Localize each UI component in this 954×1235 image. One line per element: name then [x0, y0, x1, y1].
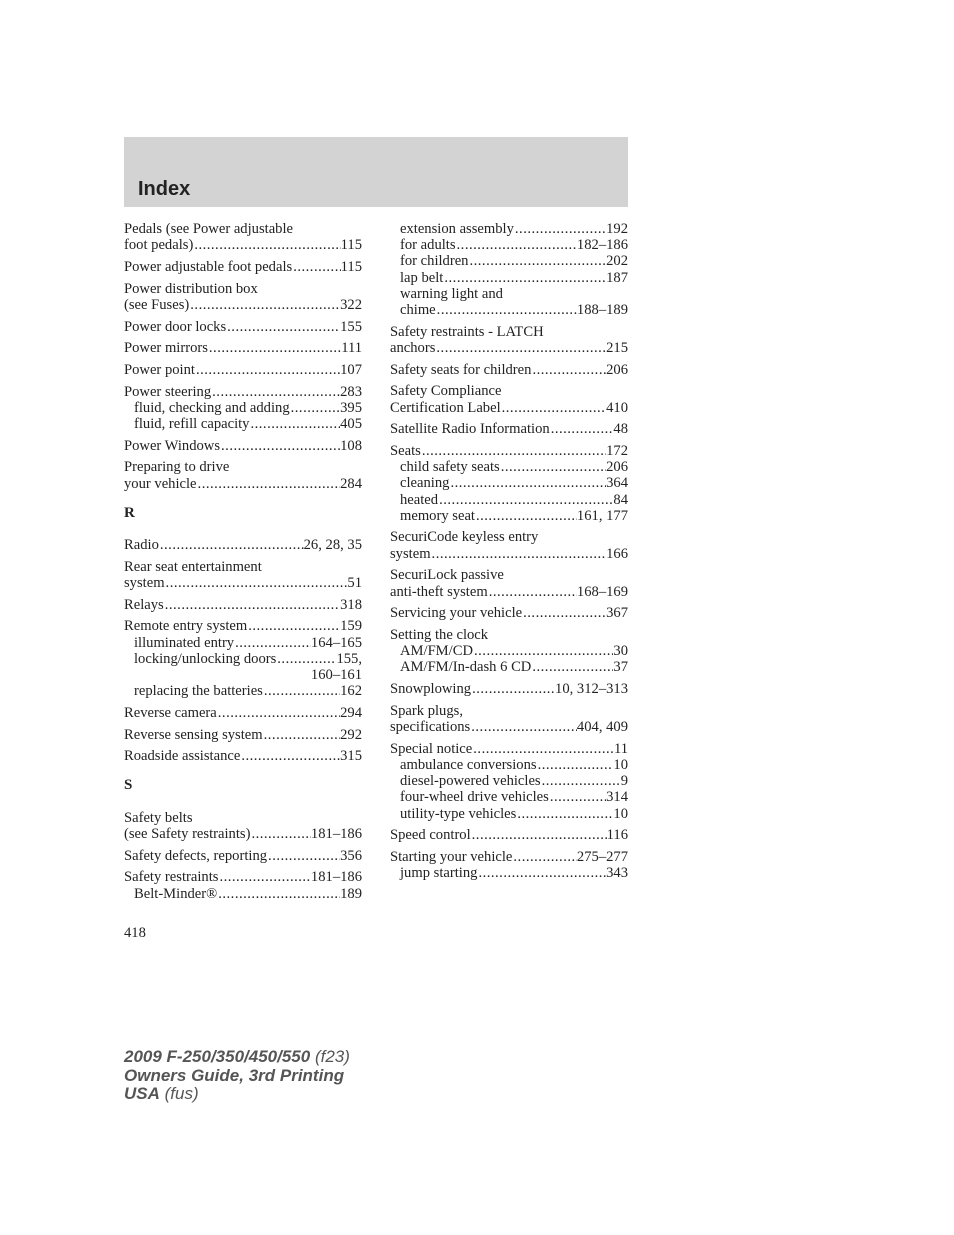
index-line	[124, 869, 362, 885]
index-term: SecuriLock passive	[390, 567, 504, 584]
dot-leader	[477, 865, 606, 881]
dot-leader	[276, 651, 336, 667]
index-line	[390, 827, 628, 843]
index-subentry	[390, 806, 628, 822]
page-reference: 187	[606, 269, 628, 286]
index-entry	[124, 559, 362, 591]
index-entry	[124, 618, 362, 699]
page-reference: 181–186	[310, 869, 362, 886]
page-reference: 181–186	[310, 825, 362, 842]
page-reference: 322	[340, 296, 362, 313]
index-entry	[390, 529, 628, 561]
index-term: Seats	[390, 442, 421, 459]
dot-leader	[234, 635, 311, 651]
page-reference: 405	[340, 416, 362, 433]
dot-leader	[522, 605, 606, 621]
index-term: Safety seats for children	[390, 361, 532, 378]
index-entry	[124, 537, 362, 553]
index-term: memory seat	[400, 507, 475, 524]
index-line	[390, 605, 628, 621]
page-reference: 9	[620, 773, 628, 790]
index-term: Rear seat entertainment	[124, 558, 262, 575]
index-term: Power steering	[124, 383, 212, 400]
page-reference: 172	[606, 442, 628, 459]
index-term: for adults	[400, 237, 456, 254]
dot-leader	[217, 705, 340, 721]
index-entry	[124, 705, 362, 721]
index-entry	[124, 259, 362, 275]
index-subentry	[124, 651, 362, 667]
index-line	[124, 384, 362, 400]
dot-leader	[473, 643, 613, 659]
page-reference: 189	[340, 885, 362, 902]
dot-leader	[456, 237, 577, 253]
index-entry	[390, 443, 628, 524]
index-entry	[390, 605, 628, 621]
index-subentry	[390, 459, 628, 475]
index-subentry	[390, 270, 628, 286]
index-term: AM/FM/In-dash 6 CD	[400, 659, 532, 676]
dot-leader	[514, 221, 606, 237]
index-entry	[124, 748, 362, 764]
dot-leader	[438, 492, 613, 508]
index-line	[124, 476, 362, 492]
index-line	[390, 719, 628, 735]
index-entry	[124, 597, 362, 613]
index-line	[390, 443, 628, 459]
index-line	[124, 438, 362, 454]
page-number: 418	[124, 925, 146, 941]
index-entry	[390, 421, 628, 437]
dot-leader	[164, 597, 340, 613]
index-line	[124, 597, 362, 613]
index-column-right	[390, 221, 628, 887]
index-line	[124, 705, 362, 721]
page-reference: 364	[606, 475, 628, 492]
index-term: anti-theft system	[390, 583, 488, 600]
index-continuation-page: 160–161	[310, 666, 362, 683]
page-reference: 292	[340, 726, 362, 743]
index-line	[390, 421, 628, 437]
index-entry	[124, 438, 362, 454]
index-line	[124, 362, 362, 378]
page-reference: 192	[606, 221, 628, 237]
dot-leader	[541, 773, 621, 789]
dot-leader	[193, 237, 340, 253]
page-reference: 367	[606, 605, 628, 622]
page-reference: 37	[613, 659, 628, 676]
dot-leader	[165, 575, 348, 591]
index-line	[390, 340, 628, 356]
index-line	[124, 319, 362, 335]
index-entry	[390, 703, 628, 735]
index-term: AM/FM/CD	[400, 643, 473, 660]
footer-line-2: Owners Guide, 3rd Printing	[124, 1065, 345, 1085]
dot-leader	[421, 443, 606, 459]
index-entry	[390, 383, 628, 415]
dot-leader	[250, 826, 310, 842]
index-term: specifications	[390, 718, 471, 735]
index-line	[124, 575, 362, 591]
index-line	[124, 537, 362, 553]
page-reference: 10	[613, 756, 628, 773]
index-entry	[390, 324, 628, 356]
index-term: Power point	[124, 361, 195, 378]
index-term: warning light and	[400, 285, 503, 302]
dot-leader	[500, 459, 606, 475]
index-term: fluid, checking and adding	[134, 399, 290, 416]
index-column-left	[124, 221, 362, 907]
page-reference: 84	[613, 491, 628, 508]
index-subentry	[390, 221, 628, 237]
index-term: SecuriCode keyless entry	[390, 529, 539, 546]
index-subentry	[390, 643, 628, 659]
page-reference: 294	[340, 704, 362, 721]
index-term: illuminated entry	[134, 634, 235, 651]
page-reference: 26, 28, 35	[303, 537, 362, 554]
index-term: system	[124, 574, 165, 591]
index-term: jump starting	[400, 865, 478, 882]
index-subentry	[124, 886, 362, 902]
dot-leader	[501, 400, 606, 416]
dot-leader	[292, 259, 340, 275]
page-reference: 115	[340, 258, 362, 275]
dot-leader	[443, 270, 606, 286]
page-reference: 107	[340, 361, 362, 378]
dot-leader	[488, 584, 577, 600]
page-reference: 395	[340, 399, 362, 416]
index-line	[390, 362, 628, 378]
dot-leader	[549, 789, 606, 805]
index-term: Special notice	[390, 740, 473, 757]
index-line	[390, 849, 628, 865]
page-reference: 202	[606, 253, 628, 270]
index-term: cleaning	[400, 475, 450, 492]
footer-model: 2009 F-250/350/450/550	[124, 1047, 311, 1066]
dot-leader	[208, 340, 341, 356]
index-term: Spark plugs,	[390, 702, 463, 719]
index-term: Servicing your vehicle	[390, 605, 523, 622]
index-term: extension assembly	[400, 221, 514, 237]
index-term: Preparing to drive	[124, 459, 230, 476]
dot-leader	[189, 297, 340, 313]
index-entry	[390, 849, 628, 881]
index-entry	[124, 869, 362, 901]
index-line	[124, 826, 362, 842]
dot-leader	[226, 319, 340, 335]
index-term: fluid, refill capacity	[134, 416, 250, 433]
index-term: ambulance conversions	[400, 756, 537, 773]
index-line	[390, 546, 628, 562]
index-entry	[124, 727, 362, 743]
index-term: utility-type vehicles	[400, 805, 517, 822]
index-term: Speed control	[390, 827, 471, 844]
index-entry	[124, 810, 362, 842]
dot-leader	[247, 618, 340, 634]
dot-leader	[159, 537, 304, 553]
index-term: Belt-Minder®	[134, 885, 218, 902]
dot-leader	[470, 719, 577, 735]
dot-leader	[531, 659, 613, 675]
index-entry	[124, 319, 362, 335]
index-term: foot pedals)	[124, 237, 194, 254]
index-term: heated	[400, 491, 439, 508]
footer-line-3	[124, 1085, 350, 1104]
page-reference: 404, 409	[576, 718, 628, 735]
index-term: Satellite Radio Information	[390, 421, 550, 438]
page-reference: 111	[341, 340, 362, 357]
index-line	[124, 237, 362, 253]
page-reference: 108	[340, 437, 362, 454]
page-reference: 115	[340, 237, 362, 254]
index-subentry	[390, 789, 628, 805]
section-letter: S	[124, 777, 133, 794]
page-reference: 155	[340, 318, 362, 335]
dot-leader	[471, 681, 555, 697]
page-reference: 162	[340, 683, 362, 700]
dot-leader	[550, 421, 614, 437]
index-term: Safety Compliance	[390, 383, 502, 400]
index-entry	[124, 340, 362, 356]
page-reference: 182–186	[576, 237, 628, 254]
section-letter: R	[124, 504, 135, 521]
page-reference: 51	[347, 574, 362, 591]
index-term: Pedals (see Power adjustable	[124, 221, 293, 237]
index-term: anchors	[390, 339, 436, 356]
index-term: Safety restraints - LATCH	[390, 323, 544, 340]
index-term: for children	[400, 253, 469, 270]
dot-leader	[211, 384, 340, 400]
dot-leader	[512, 849, 577, 865]
index-entry	[390, 681, 628, 697]
index-subentry	[390, 508, 628, 524]
dot-leader	[195, 362, 340, 378]
index-term: Reverse camera	[124, 704, 217, 721]
index-entry	[390, 362, 628, 378]
index-term: lap belt	[400, 269, 444, 286]
index-term: Snowplowing	[390, 681, 472, 698]
dot-leader	[220, 438, 340, 454]
footer-region-code: (fus)	[159, 1084, 199, 1103]
index-header-band	[124, 137, 628, 207]
index-entry	[124, 281, 362, 313]
page-reference: 161, 177	[576, 507, 628, 524]
index-term: (see Safety restraints)	[124, 825, 251, 842]
index-subentry	[390, 659, 628, 675]
page-reference: 10	[613, 805, 628, 822]
dot-leader	[263, 683, 340, 699]
index-line	[124, 297, 362, 313]
footer-model-code: (f23)	[310, 1047, 350, 1066]
index-entry	[124, 848, 362, 864]
index-subentry	[124, 400, 362, 416]
page-reference: 215	[606, 339, 628, 356]
index-term: Safety restraints	[124, 869, 219, 886]
index-term: Power mirrors	[124, 340, 208, 357]
page-reference: 164–165	[310, 634, 362, 651]
footer-line-1	[124, 1048, 350, 1067]
page-reference: 188–189	[576, 302, 628, 319]
index-term: your vehicle	[124, 475, 197, 492]
dot-leader	[472, 741, 614, 757]
index-term: four-wheel drive vehicles	[400, 789, 549, 806]
index-subentry	[390, 253, 628, 269]
index-term: Safety defects, reporting	[124, 847, 268, 864]
page-reference: 10, 312–313	[555, 681, 628, 698]
page-reference: 410	[606, 399, 628, 416]
page-reference: 206	[606, 361, 628, 378]
index-line	[124, 727, 362, 743]
index-term: system	[390, 545, 431, 562]
index-term: child safety seats	[400, 459, 500, 476]
index-line	[124, 259, 362, 275]
page-reference: 315	[340, 748, 362, 765]
index-term: Setting the clock	[390, 626, 489, 643]
dot-leader	[263, 727, 340, 743]
index-line	[124, 340, 362, 356]
index-line	[124, 748, 362, 764]
index-subentry	[390, 757, 628, 773]
index-term: Certification Label	[390, 399, 501, 416]
index-term: Power door locks	[124, 318, 227, 335]
dot-leader	[516, 806, 613, 822]
index-line	[390, 584, 628, 600]
dot-leader	[249, 416, 340, 432]
index-entry	[124, 459, 362, 491]
index-entry	[390, 221, 628, 318]
index-term: Safety belts	[124, 809, 193, 826]
dot-leader	[475, 508, 577, 524]
page-reference: 168–169	[576, 583, 628, 600]
index-entry	[390, 567, 628, 599]
dot-leader	[197, 476, 341, 492]
dot-leader	[431, 546, 607, 562]
index-line	[390, 681, 628, 697]
page-reference: 155,	[336, 650, 362, 667]
index-term: (see Fuses)	[124, 296, 190, 313]
index-term: Power adjustable foot pedals	[124, 258, 293, 275]
index-term: replacing the batteries	[134, 683, 263, 700]
dot-leader	[436, 302, 577, 318]
dot-leader	[240, 748, 340, 764]
index-subentry	[390, 237, 628, 253]
index-term: Reverse sensing system	[124, 726, 263, 743]
index-term: Relays	[124, 596, 164, 613]
index-line	[124, 618, 362, 634]
dot-leader	[537, 757, 614, 773]
page-reference: 30	[613, 643, 628, 660]
page-reference: 318	[340, 596, 362, 613]
page-reference: 159	[340, 618, 362, 635]
dot-leader	[468, 253, 606, 269]
index-term: Roadside assistance	[124, 748, 241, 765]
index-term: Remote entry system	[124, 618, 248, 635]
index-term: locking/unlocking doors	[134, 650, 277, 667]
page-reference: 283	[340, 383, 362, 400]
dot-leader	[218, 869, 310, 885]
page-reference: 166	[606, 545, 628, 562]
index-term: Radio	[124, 537, 159, 554]
dot-leader	[290, 400, 340, 416]
index-subentry	[390, 302, 628, 318]
index-subentry	[124, 683, 362, 699]
index-entry	[390, 827, 628, 843]
page-reference: 206	[606, 459, 628, 476]
index-entry	[124, 221, 362, 253]
page-reference: 11	[613, 740, 628, 757]
dot-leader	[217, 886, 340, 902]
index-line	[124, 848, 362, 864]
page-reference: 275–277	[576, 848, 628, 865]
dot-leader	[471, 827, 607, 843]
index-subentry	[390, 865, 628, 881]
index-term: Power Windows	[124, 437, 221, 454]
index-subentry	[124, 416, 362, 432]
index-subentry	[390, 492, 628, 508]
page-reference: 356	[340, 847, 362, 864]
index-line	[390, 741, 628, 757]
index-subentry	[124, 635, 362, 651]
index-term: diesel-powered vehicles	[400, 773, 541, 790]
dot-leader	[449, 475, 606, 491]
page-reference: 314	[606, 789, 628, 806]
dot-leader	[531, 362, 606, 378]
document-footer	[124, 1048, 350, 1104]
footer-region: USA	[124, 1084, 160, 1103]
index-entry	[390, 627, 628, 676]
dot-leader	[435, 340, 606, 356]
page-title: Index	[138, 178, 191, 200]
dot-leader	[267, 848, 340, 864]
index-subentry	[390, 475, 628, 491]
index-term: chime	[400, 302, 436, 319]
index-entry	[124, 384, 362, 433]
index-term: Starting your vehicle	[390, 848, 513, 865]
page-reference: 116	[606, 827, 628, 844]
index-subentry	[390, 773, 628, 789]
index-entry	[124, 362, 362, 378]
index-term: Power distribution box	[124, 280, 258, 297]
page-reference: 343	[606, 865, 628, 882]
index-entry	[390, 741, 628, 822]
index-line	[390, 400, 628, 416]
page-reference: 284	[340, 475, 362, 492]
page-reference: 48	[613, 421, 628, 438]
